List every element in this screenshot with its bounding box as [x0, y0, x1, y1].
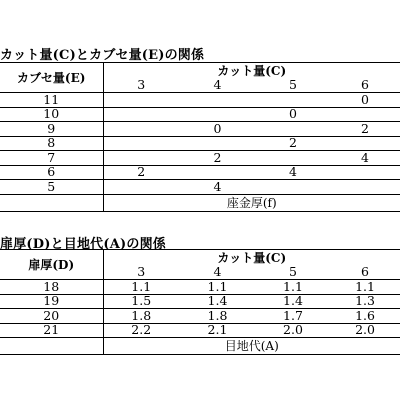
table-row — [0, 280, 400, 295]
table-cell: 1.5 — [103, 294, 179, 309]
table-cell — [179, 107, 256, 122]
row-label: 5 — [0, 180, 103, 195]
row-label: 7 — [0, 151, 103, 166]
footer-spacer — [0, 194, 103, 211]
table-cell: 1.8 — [103, 309, 179, 324]
table-cell: 2.2 — [103, 323, 179, 338]
row-label: 11 — [0, 93, 103, 108]
column-header: 5 — [256, 266, 330, 280]
table-cell: 1.1 — [103, 280, 179, 295]
table-cell — [103, 180, 179, 195]
table-cell — [103, 122, 179, 137]
table1-title: カット量(C)とカブセ量(E)の関係 — [0, 48, 205, 63]
table-cell — [103, 93, 179, 108]
table-cell — [103, 107, 179, 122]
table-cell: 2 — [103, 165, 179, 180]
table-cell: 1.6 — [330, 309, 400, 324]
row-label: 19 — [0, 294, 103, 309]
table-cell — [256, 93, 330, 108]
table-cell: 2.0 — [330, 323, 400, 338]
table-cell — [179, 165, 256, 180]
row-label: 21 — [0, 323, 103, 338]
row-label: 18 — [0, 280, 103, 295]
table-cell: 0 — [179, 122, 256, 137]
table2-title: 扉厚(D)と目地代(A)の関係 — [0, 237, 166, 252]
table-row — [0, 122, 400, 137]
row-label: 10 — [0, 107, 103, 122]
cut-cover-table — [0, 62, 400, 212]
table-cell: 4 — [256, 165, 330, 180]
table-cell — [330, 180, 400, 195]
row-label: 6 — [0, 165, 103, 180]
column-header: 4 — [179, 266, 256, 280]
table-row — [0, 136, 400, 151]
table-cell: 1.1 — [330, 280, 400, 295]
row-label: 8 — [0, 136, 103, 151]
table-cell: 2 — [330, 122, 400, 137]
table-cell: 0 — [256, 107, 330, 122]
table-cell: 4 — [179, 180, 256, 195]
table-cell — [256, 180, 330, 195]
table-cell: 1.4 — [179, 294, 256, 309]
table-row — [0, 323, 400, 338]
footer-spacer — [0, 338, 103, 355]
table-cell: 2 — [179, 151, 256, 166]
table-cell: 2.0 — [256, 323, 330, 338]
table-cell — [179, 136, 256, 151]
column-header: 4 — [179, 79, 256, 93]
table-cell: 1.1 — [256, 280, 330, 295]
table-cell: 2 — [256, 136, 330, 151]
table-row — [0, 93, 400, 108]
footer-washer-thickness: 座金厚(f) — [103, 194, 400, 211]
table-cell: 0 — [330, 93, 400, 108]
table-cell — [256, 151, 330, 166]
column-header: 6 — [330, 266, 400, 280]
table-cell: 1.3 — [330, 294, 400, 309]
table-cell: 1.7 — [256, 309, 330, 324]
row-header-door-thickness: 扉厚(D) — [0, 250, 103, 280]
table-row — [0, 294, 400, 309]
table-row — [0, 165, 400, 180]
column-header: 3 — [103, 79, 179, 93]
table-cell — [330, 107, 400, 122]
table-cell — [103, 136, 179, 151]
table-cell — [179, 93, 256, 108]
table-row — [0, 151, 400, 166]
table-cell — [330, 136, 400, 151]
row-label: 20 — [0, 309, 103, 324]
table-cell — [103, 151, 179, 166]
table-cell: 1.8 — [179, 309, 256, 324]
table-cell: 2.1 — [179, 323, 256, 338]
table-cell — [256, 122, 330, 137]
table-row — [0, 107, 400, 122]
table-cell: 4 — [330, 151, 400, 166]
column-header: 5 — [256, 79, 330, 93]
footer-joint-allowance: 目地代(A) — [103, 338, 400, 355]
table-cell — [330, 165, 400, 180]
row-label: 9 — [0, 122, 103, 137]
table-row — [0, 180, 400, 195]
row-header-cover: カブセ量(E) — [0, 63, 103, 93]
column-header: 6 — [330, 79, 400, 93]
col-header-cut: カット量(C) — [103, 63, 400, 79]
table-cell: 1.1 — [179, 280, 256, 295]
table-cell: 1.4 — [256, 294, 330, 309]
col-header-cut: カット量(C) — [103, 250, 400, 266]
door-joint-table — [0, 249, 400, 355]
column-header: 3 — [103, 266, 179, 280]
table-row — [0, 309, 400, 324]
